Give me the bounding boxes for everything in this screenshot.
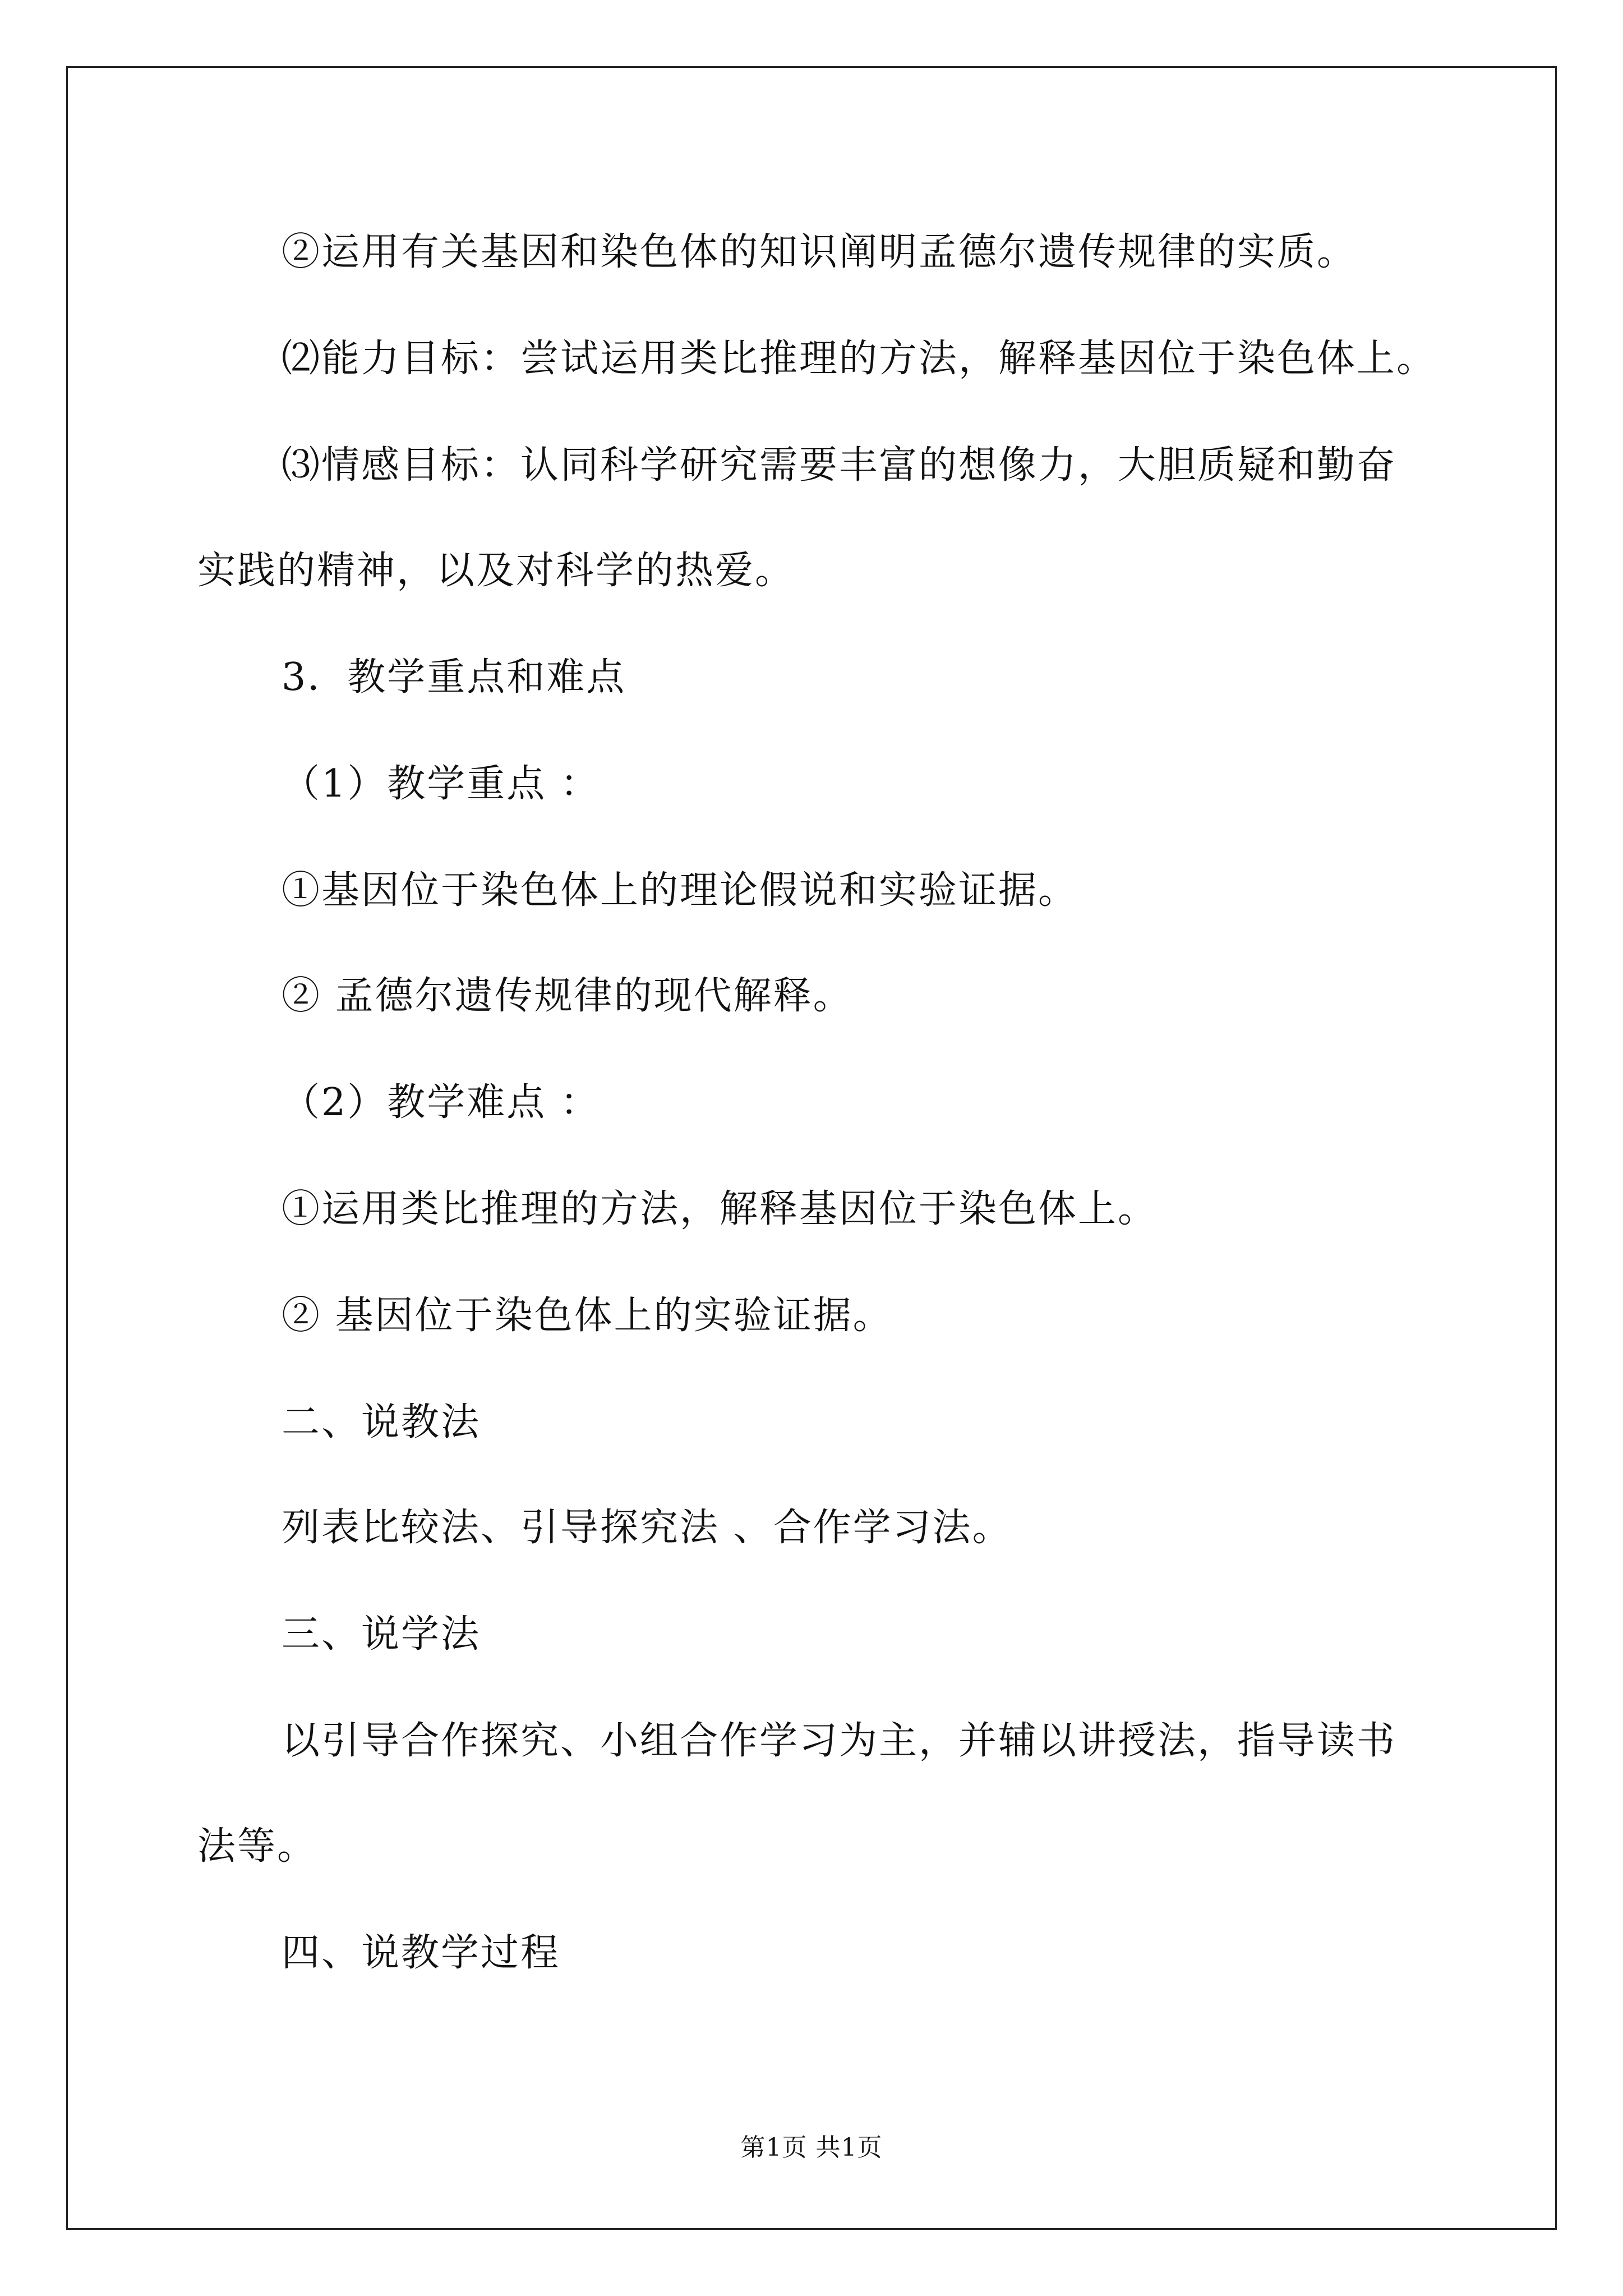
section-heading: 四、说教学过程 bbox=[282, 1931, 561, 1975]
text-line: ②运用有关基因和染色体的知识阐明孟德尔遗传规律的实质。 bbox=[282, 230, 1357, 274]
text-line: 列表比较法、引导探究法 、合作学习法。 bbox=[282, 1506, 1012, 1550]
text-line: ①运用类比推理的方法，解释基因位于染色体上。 bbox=[282, 1187, 1158, 1231]
text-line: ⑵能力目标：尝试运用类比推理的方法，解释基因位于染色体上。 bbox=[282, 337, 1437, 381]
page-border bbox=[66, 66, 1557, 2230]
text-line: ② 孟德尔遗传规律的现代解释。 bbox=[282, 974, 853, 1018]
text-line: 以引导合作探究、小组合作学习为主，并辅以讲授法，指导读书 bbox=[282, 1719, 1397, 1763]
section-heading: 三、说学法 bbox=[282, 1612, 481, 1657]
text-line: （2）教学难点 ： bbox=[282, 1080, 600, 1125]
text-line: ①基因位于染色体上的理论假说和实验证据。 bbox=[282, 868, 1078, 913]
text-line: 3．教学重点和难点 bbox=[282, 655, 626, 700]
text-line: ⑶情感目标：认同科学研究需要丰富的想像力，大胆质疑和勤奋 bbox=[282, 443, 1397, 487]
text-line: ② 基因位于染色体上的实验证据。 bbox=[282, 1294, 893, 1338]
page-number: 第1页 共1页 bbox=[740, 2133, 883, 2162]
text-line: 法等。 bbox=[197, 1824, 317, 1869]
text-line: （1）教学重点 ： bbox=[282, 762, 600, 806]
section-heading: 二、说教法 bbox=[282, 1400, 481, 1444]
text-line: 实践的精神，以及对科学的热爱。 bbox=[197, 549, 795, 593]
